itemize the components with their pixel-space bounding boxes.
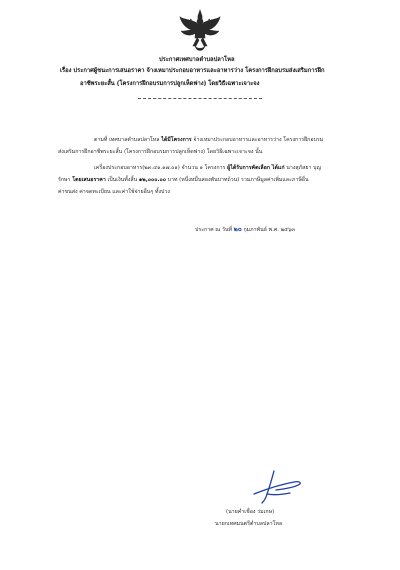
divider-line — [138, 98, 262, 99]
signatory-name: (นายคำเชื่อง ว่มเกษ) — [226, 509, 275, 515]
paragraph-2-line-3: ค่าขนส่ง ค่าจดทะเบียน และค่าใช้จ่ายอื่นๆ ทั้งปวง — [58, 189, 170, 195]
handwritten-signature-icon — [246, 468, 306, 508]
announce-day: ๒๐ — [233, 225, 242, 233]
paragraph-1-line-2: ส่งเสริมการฝึกอาชีพระยะสั้น (โครงการฝึกอบรมการปลูกเห็ดฟาง) โดยวิธีเฉพาะเจาะจง นั้น — [58, 149, 263, 155]
paragraph-2-line-1: เครื่องประกอบอาหาร(๒๓.๔๑.๑๗.๐๑) จำนวน ๑ โครงการ ผู้ได้รับการคัดเลือก ได้แก่ นางสุภัสยา บุญ — [94, 165, 322, 171]
signatory-position: นายกเทศมนตรีตำบลปลาโหล — [215, 521, 283, 527]
announce-date: ประกาศ ณ วันที่ ๒๐ กุมภาพันธ์ พ.ศ. ๒๕๖๓ — [195, 225, 296, 233]
paragraph-2-line-2: รักษา โดยเสนอราคา เป็นเงินทั้งสิ้น ๑๒,๐๐๐.๐๐ บาท (หนึ่งหมื่นสองพันบาทถ้วน) รวมภาษีมูลค่าเพิ่มและภาษีอื่น — [58, 177, 309, 183]
subject-line-2: อาชีพระยะสั้น (โครงการฝึกอบรมการปลูกเห็ดฟาง) โดยวิธีเฉพาะเจาะจง — [80, 81, 260, 87]
announcement-title: ประกาศเทศบาลตำบลปลาโหล — [159, 57, 235, 63]
garuda-emblem-icon — [177, 8, 223, 54]
paragraph-1-line-1: ตามที่ เทศบาลตำบลปลาโหล ได้มีโครงการ จ้างเหมาประกอบอาหารและอาหารว่าง โครงการฝึกอบรม — [94, 137, 324, 143]
subject-line-1: เรื่อง ประกาศผู้ชนะการเสนอราคา จ้างเหมาประกอบอาหารและอาหารว่าง โครงการฝึกอบรมส่งเสริมการฝึก — [60, 68, 325, 74]
